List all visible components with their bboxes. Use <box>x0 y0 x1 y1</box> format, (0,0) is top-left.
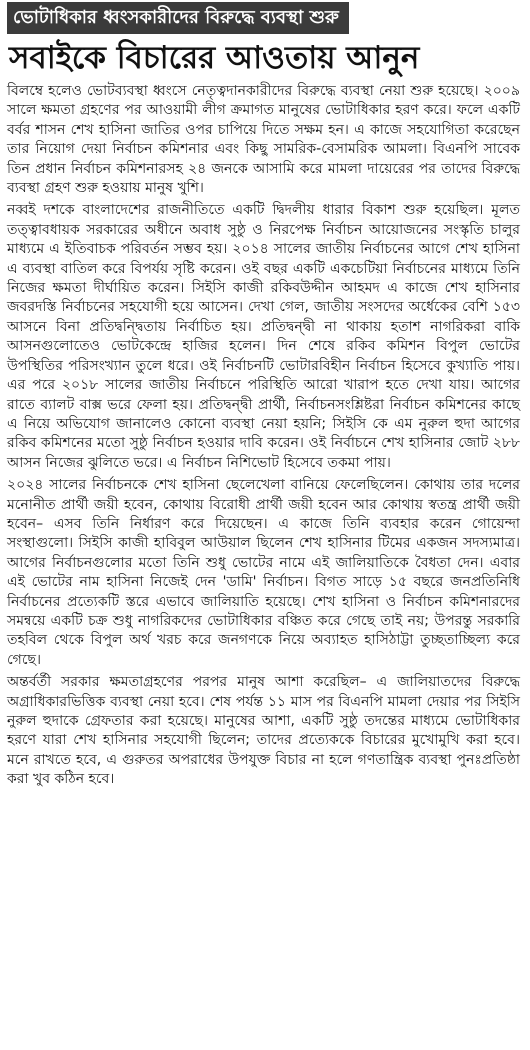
paragraph: ২০২৪ সালের নির্বাচনকে শেখ হাসিনা ছেলেখেলা বানিয়ে ফেলেছিলেন। কোথায় তার দলের মনোনীত প্রার্থী জয়ী হবেন, কোথায় বিরোধী প্রার্থী জয়ী হবেন আর কোথায় স্বতন্ত্র প্রার্থী জয়ী হবেন– এসব তিনি নির্ধারণ করে দিয়েছেন। এ কাজে তিনি ব্যবহার করেন গোয়েন্দা সংস্থাগুলো। সিইসি কাজী হাবিবুল আউয়াল ছিলেন শেখ হাসিনার টিমের একজন সদস্যমাত্র। আগের নির্বাচনগুলোর মতো তিনি শুধু ভোটের নামে এই জালিয়াতিকে বৈধতা দেন। এবার এই ভোটের নাম হাসিনা নিজেই দেন 'ডামি' নির্বাচন। বিগত সাড়ে ১৫ বছরে জনপ্রতিনিধি নির্বাচনের প্রত্যেকটি স্তরে এভাবে জালিয়াতি হয়েছে। শেখ হাসিনা ও নির্বাচন কমিশনারদের সমন্বয়ে একটি চক্র শুধু নাগরিকদের ভোটাধিকার বঞ্চিত করে গেছে তাই নয়; উপরন্তু সরকারি তহবিল থেকে বিপুল অর্থ খরচ করে জনগণকে নিয়ে অব্যাহত হাসিঠাট্টা তুচ্ছতাচ্ছিল্য করে গেছে। <box>7 477 520 668</box>
article-body <box>7 82 520 790</box>
paragraph: নব্বই দশকে বাংলাদেশের রাজনীতিতে একটি দ্বিদলীয় ধারার বিকাশ শুরু হয়েছিল। মূলত তত্ত্বাবধায়ক সরকারের অধীনে অবাধ সুষ্ঠু ও নিরপেক্ষ নির্বাচন আয়োজনের সংস্কৃতি চালুর মাধ্যমে এ ইতিবাচক পরিবর্তন সম্ভব হয়। ২০১৪ সালের জাতীয় নির্বাচনের আগে শেখ হাসিনা এ ব্যবস্থা বাতিল করে বিপর্যয় সৃষ্টি করেন। ওই বছর একটি একচেটিয়া নির্বাচনের মাধ্যমে তিনি নিজের ক্ষমতা দীর্ঘায়িত করেন। সিইসি কাজী রকিবউদ্দীন আহমদ এ কাজে শেখ হাসিনার জবরদস্তি নির্বাচনের সহযোগী হয়ে আসেন। দেখা গেল, জাতীয় সংসদের অর্ধেকের বেশি ১৫৩ আসনে বিনা প্রতিদ্বন্দ্বিতায় নির্বাচিত হয়। প্রতিদ্বন্দ্বী না থাকায় হতাশ নাগরিকরা বাকি আসনগুলোতেও ভোটকেন্দ্রে হাজির হলেন। দিন শেষে রকিব কমিশন বিপুল ভোটের উপস্থিতির পরিসংখ্যান তুলে ধরে। ওই নির্বাচনটি ভোটারবিহীন নির্বাচন হিসেবে কুখ্যাতি পায়। এর পরে ২০১৮ সালের জাতীয় নির্বাচনে পরিস্থিতি আরো খারাপ হতে দেখা যায়। আগের রাতে ব্যালট বাক্স ভরে ফেলা হয়। প্রতিদ্বন্দ্বী প্রার্থী, নির্বাচনসংশ্লিষ্টরা নির্বাচন কমিশনের কাছে এ নিয়ে অভিযোগ জানালেও কোনো ব্যবস্থা নেয়া হয়নি; সিইসি কে এম নুরুল হুদা আগের রকিব কমিশনের মতো সুষ্ঠু নির্বাচন হওয়ার দাবি করেন। ওই নির্বাচনে শেখ হাসিনার জোট ২৮৮ আসন নিজের ঝুলিতে ভরে। এ নির্বাচন নিশিভোট হিসেবে তকমা পায়। <box>7 202 520 471</box>
paragraph: বিলম্বে হলেও ভোটব্যবস্থা ধ্বংসে নেতৃত্বদানকারীদের বিরুদ্ধে ব্যবস্থা নেয়া শুরু হয়েছে। ২০০৯ সালে ক্ষমতা গ্রহণের পর আওয়ামী লীগ ক্রমাগত মানুষের ভোটাধিকার হরণ করে। ফলে একটি বর্বর শাসন শেখ হাসিনা জাতির ওপর চাপিয়ে দিতে সক্ষম হন। এ কাজে সহযোগিতা করেছেন তার নিয়োগ দেয়া নির্বাচন কমিশনার এবং কিছু সামরিক-বেসামরিক আমলা। বিএনপি সাবেক তিন প্রধান নির্বাচন কমিশনারসহ ২৪ জনকে আসামি করে মামলা দায়েরের পর তাদের বিরুদ্ধে ব্যবস্থা গ্রহণ শুরু হওয়ায় মানুষ খুশি। <box>7 83 520 197</box>
kicker-row <box>7 2 520 34</box>
kicker-banner: ভোটাধিকার ধ্বংসকারীদের বিরুদ্ধে ব্যবস্থা শুরু <box>7 2 349 34</box>
headline: সবাইকে বিচারের আওতায় আনুন <box>9 40 420 76</box>
paragraph: অন্তর্বর্তী সরকার ক্ষমতাগ্রহণের পরপর মানুষ আশা করেছিল– এ জালিয়াতদের বিরুদ্ধে অগ্রাধিকারভিত্তিক ব্যবস্থা নেয়া হবে। শেষ পর্যন্ত ১১ মাস পর বিএনপি মামলা দেয়ার পর সিইসি নুরুল হুদাকে গ্রেফতার করা হয়েছে। মানুষের আশা, একটি সুষ্ঠু তদন্তের মাধ্যমে ভোটাধিকার হরণে যারা শেখ হাসিনার সহযোগী ছিলেন; তাদের প্রত্যেককে বিচারের মুখোমুখি করা হবে। মনে রাখতে হবে, এ গুরুতর অপরাধের উপযুক্ত বিচার না হলে গণতান্ত্রিক ব্যবস্থা পুনঃপ্রতিষ্ঠা করা খুব কঠিন হবে। <box>7 674 520 788</box>
